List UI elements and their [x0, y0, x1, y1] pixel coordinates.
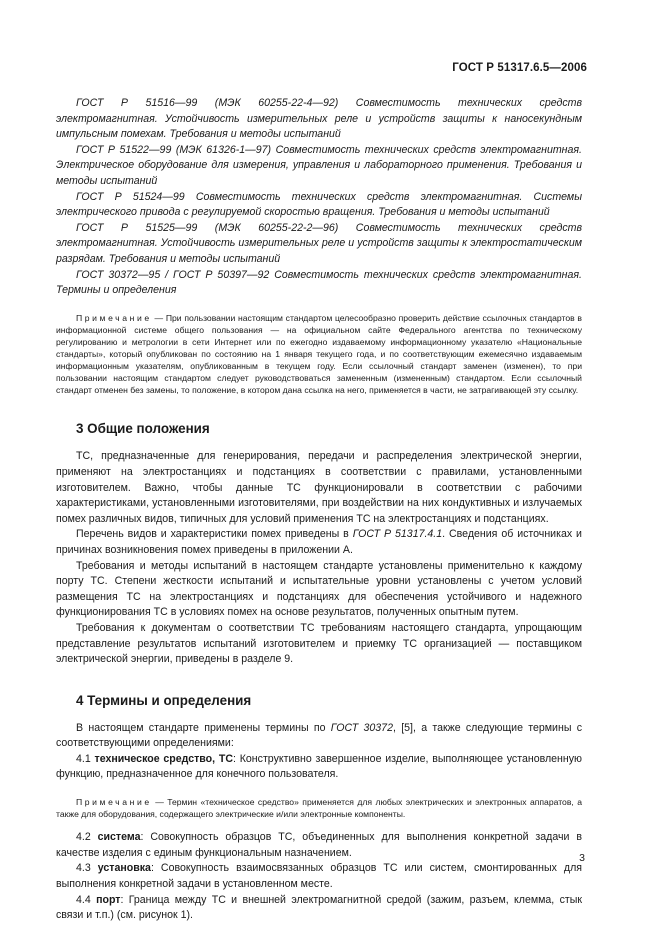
section-3-paragraph: Требования к документам о соответствии ТС требованиям настоящего стандарта, упрощающим представление результатов испытаний изготовителем и приемку ТС организацией — поставщиком электрической энергии, приведены в разделе 9.	[56, 621, 582, 666]
standard-reference: ГОСТ 30372	[330, 721, 393, 734]
reference-item: ГОСТ Р 51525—99 (МЭК 60255-22-2—96) Совместимость технических средств электромагнитная. Устойчивость измерительных реле и устройств защиты к электростатическим разрядам. Требования и методы испытаний	[56, 221, 582, 265]
term-definition: : Совокупность образцов ТС, объединенных для выполнения конкретной задачи в качестве изделия с единым функциональным назначением.	[56, 831, 582, 859]
section-3-paragraph	[56, 527, 582, 558]
section-4-intro	[56, 721, 582, 752]
term-4-2	[56, 830, 582, 861]
document-id: ГОСТ Р 51317.6.5—2006	[452, 62, 587, 74]
term-name: порт	[96, 893, 121, 906]
term-number: 4.3	[76, 862, 98, 875]
term-4-3	[56, 861, 582, 892]
page-number: 3	[579, 852, 585, 864]
term-name: установка	[97, 862, 151, 875]
reference-item: ГОСТ Р 51522—99 (МЭК 61326-1—97) Совместимость технических средств электромагнитная. Электрическое оборудование для измерения, управления и лабораторного применения. Требования и методы испытаний	[56, 143, 582, 187]
note-label: Примечание	[76, 797, 152, 808]
term-number: 4.4	[76, 893, 97, 906]
reference-item: ГОСТ 30372—95 / ГОСТ Р 50397—92 Совместимость технических средств электромагнитная. Термины и определения	[56, 268, 582, 297]
standard-reference: ГОСТ Р 51317.4.1	[352, 528, 443, 541]
term-definition: : Совокупность взаимосвязанных образцов ТС или систем, смонтированных для выполнения конкретной задачи в установленном месте.	[56, 862, 582, 891]
note-label: Примечание	[76, 312, 152, 323]
section-3-title: 3 Общие положения	[76, 421, 210, 437]
section-3-paragraph: Требования и методы испытаний в настоящем стандарте установлены применительно к каждому порту ТС. Степени жесткости испытаний и испытательные уровни установлены с учетом условий размещения ТС на электростанциях и подстанциях для обеспечения устойчивого и надежного функционирования ТС в условиях помех на основе результатов, полученных опытным путем.	[56, 559, 582, 619]
note-text: — Термин «техническое средство» применяется для любых электрических и электронных аппаратов, а также для оборудования, содержащего электрические и/или электронные компоненты.	[56, 797, 582, 820]
reference-item: ГОСТ Р 51524—99 Совместимость технических средств электромагнитная. Системы электрического привода с регулируемой скоростью вращения. Требования и методы испытаний	[56, 190, 582, 219]
term-4-1	[56, 752, 582, 783]
page-content	[56, 96, 582, 924]
note-text: — При пользовании настоящим стандартом целесообразно проверить действие ссылочных стандартов в информационной системе общего пользования — на официальном сайте Федерального агентства по техническому регулированию и метрологии в сети Интернет или по ежегодно издаваемому информационному указателю «Национальные стандарты», который опубликован по состоянию на 1 января текущего года, и по соответствующим ежемесячно издаваемым информационным указателям, опубликованным в текущем году. Если ссылочный стандарт заменен (изменен), то при пользовании настоящим стандартом следует руководствоваться замененным (измененным) стандартом. Если ссылочный стандарт отменен без замены, то положение, в котором дана ссылка на него, применяется в части, не затрагивающей эту ссылку.	[56, 312, 582, 396]
term-name: система	[97, 831, 141, 844]
text-fragment: Перечень видов и характеристики помех приведены в	[76, 528, 353, 541]
note-term	[56, 796, 582, 820]
term-number: 4.1	[76, 752, 95, 765]
text-fragment: . Сведения об источниках и причинах возникновения помех приведены в приложении А.	[56, 528, 582, 556]
reference-item: ГОСТ Р 51516—99 (МЭК 60255-22-4—92) Совместимость технических средств электромагнитная. Устойчивость измерительных реле и устройств защиты к наносекундным импульсным помехам. Требования и методы испытаний	[56, 97, 582, 141]
term-number: 4.2	[76, 831, 98, 844]
note-references	[56, 312, 582, 397]
section-3-paragraph: ТС, предназначенные для генерирования, передачи и распределения электрической энергии, применяют на электростанциях и подстанциях в соответствии с правилами, установленными изготовителем. Важно, чтобы данные ТС функционировали в соответствии с рабочими характеристиками, установленными изготовителями, при воздействии на них кондуктивных и излучаемых помех различных видов, типичных для условий применения ТС на электростанциях и подстанциях.	[56, 450, 582, 525]
text-fragment: В настоящем стандарте применены термины по	[76, 721, 331, 734]
text-fragment: , [5], а также следующие термины с соответствующими определениями:	[56, 721, 583, 750]
section-4-title: 4 Термины и определения	[76, 692, 252, 708]
term-4-4	[56, 893, 582, 924]
term-name: техническое средство, ТС	[94, 752, 233, 765]
term-definition: : Конструктивно завершенное изделие, выполняющее установленную функцию, предназначенное для конечного пользователя.	[56, 752, 583, 781]
term-definition: : Граница между ТС и внешней электромагнитной средой (зажим, разъем, клемма, стык связи и т.п.) (см. рисунок 1).	[56, 893, 582, 922]
